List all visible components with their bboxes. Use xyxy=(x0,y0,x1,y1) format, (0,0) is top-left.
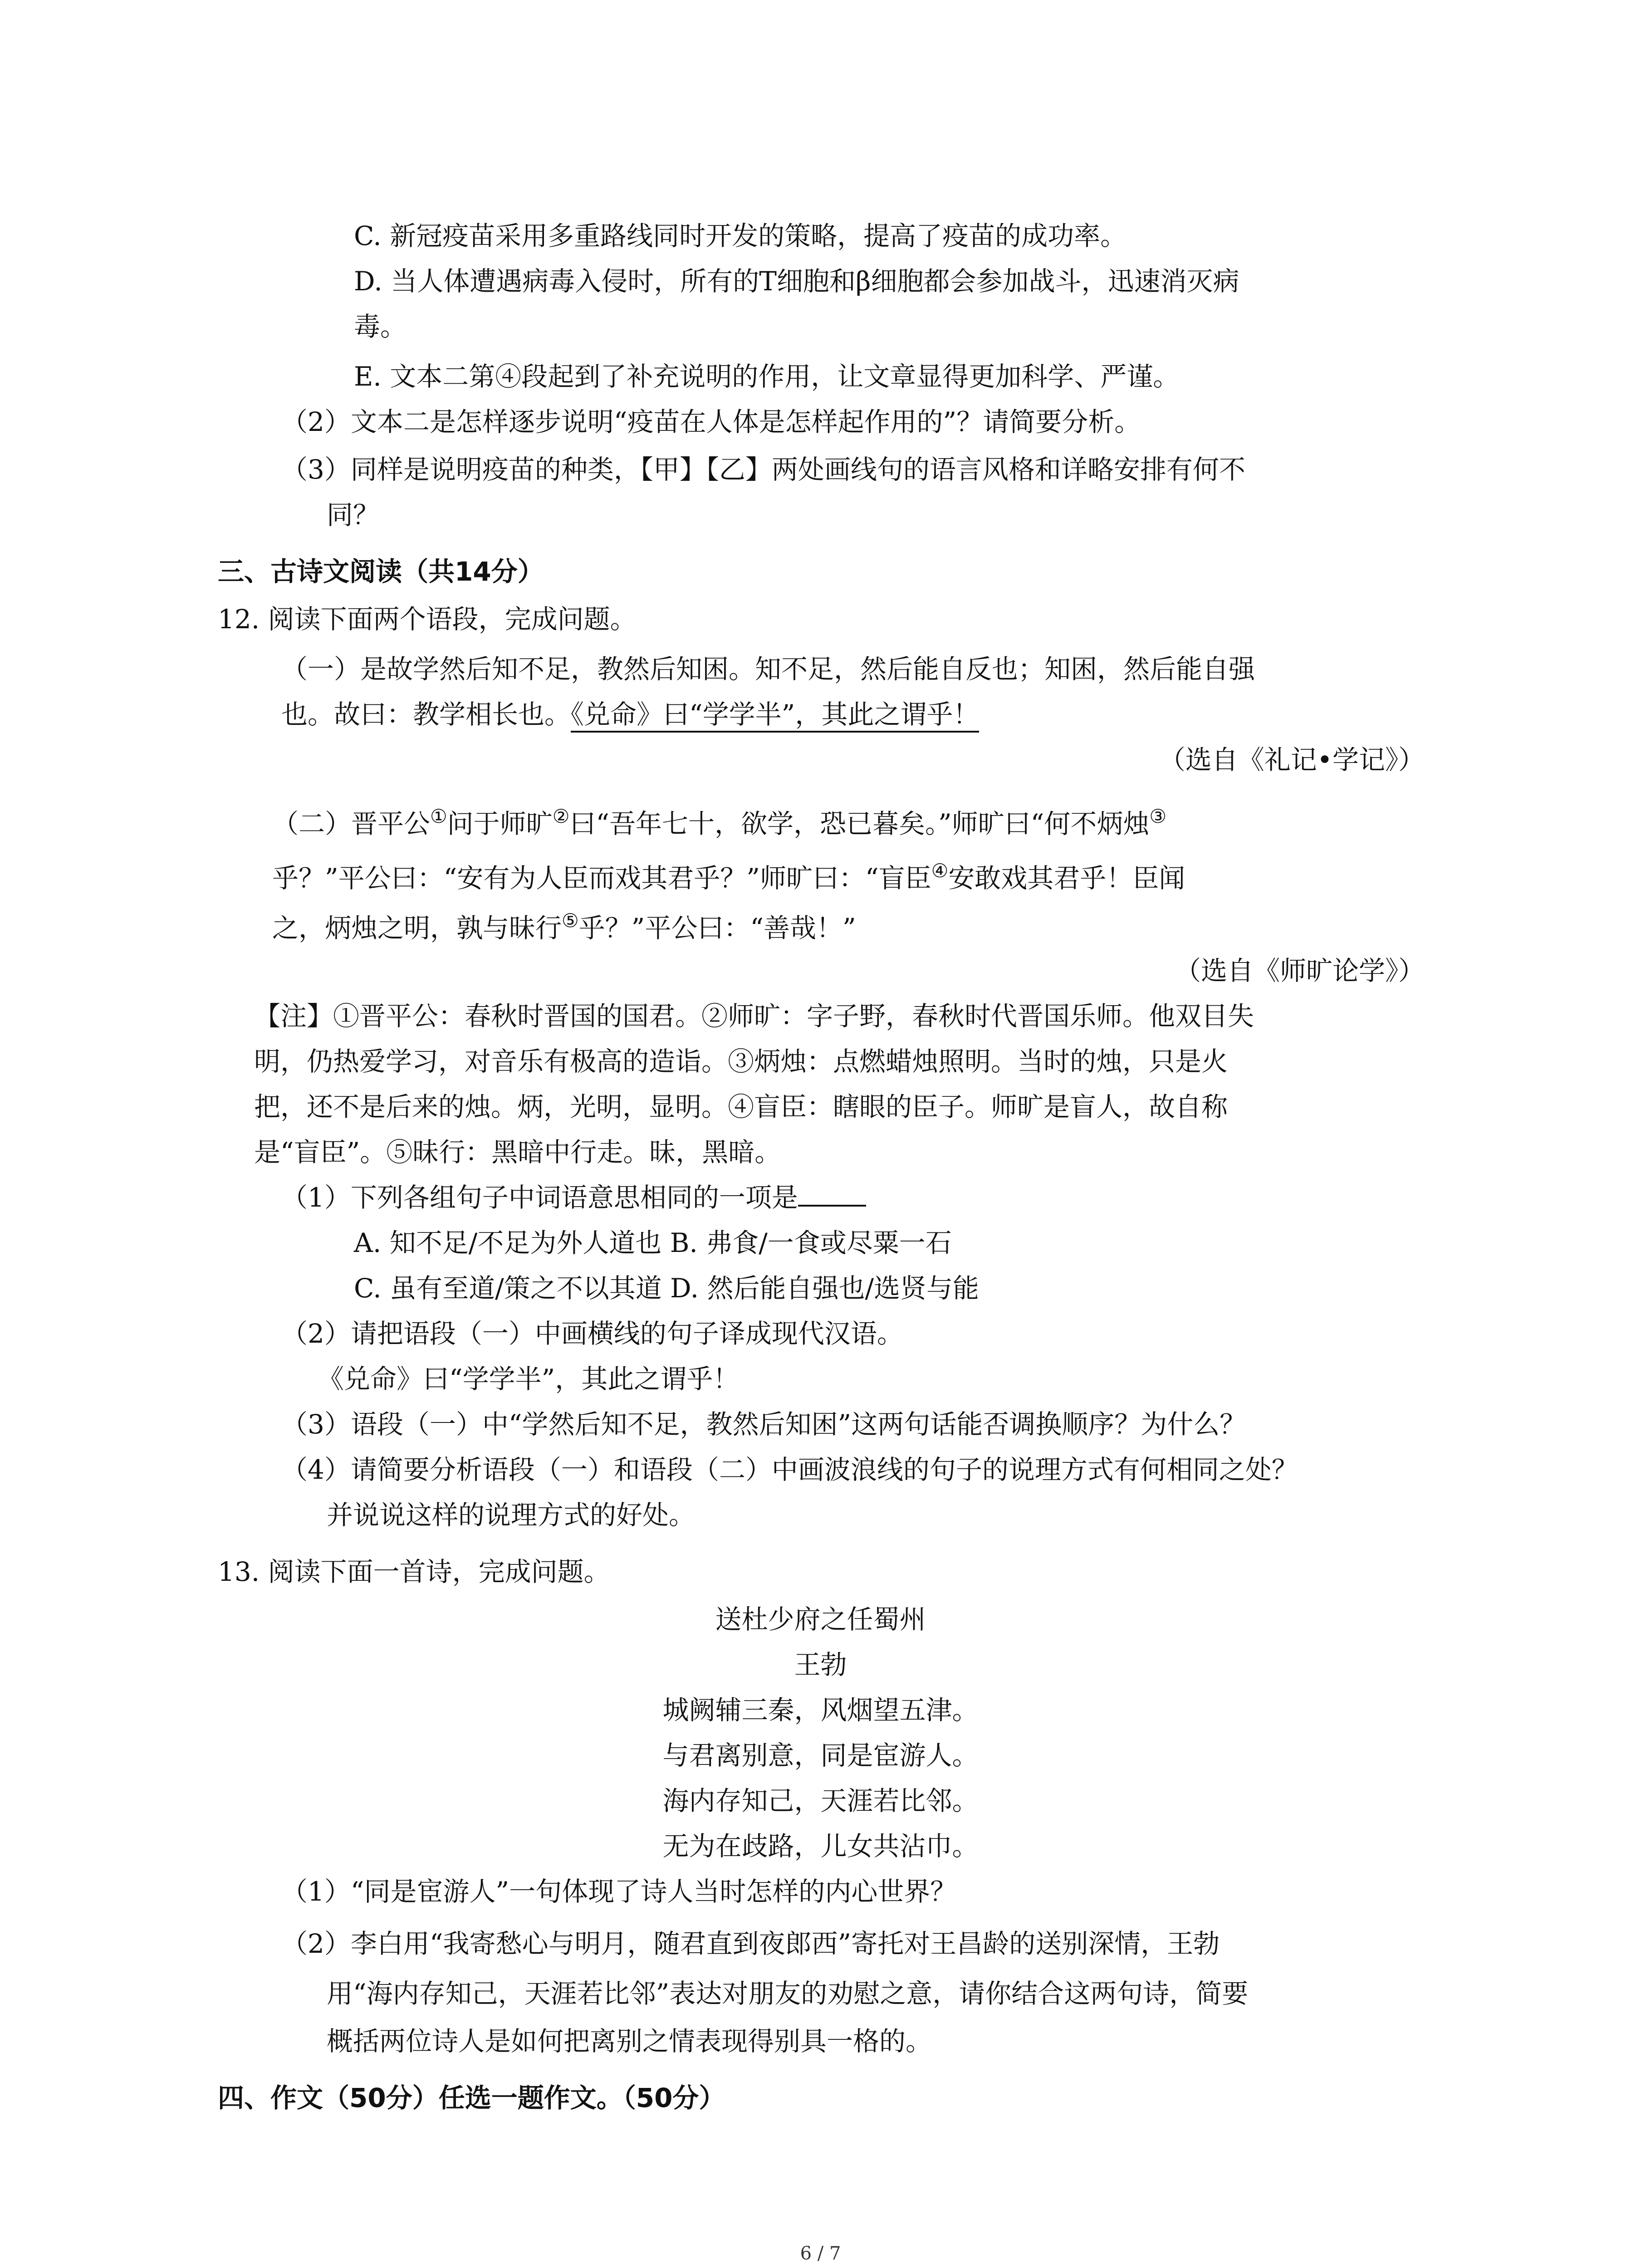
notes-line4: 是“盲臣”。⑤昧行：黑暗中行走。昧，黑暗。 xyxy=(254,1137,781,1168)
q12-sub3: （3）语段（一）中“学然后知不足，教然后知困”这两句话能否调换顺序？为什么？ xyxy=(281,1409,1246,1440)
q13-sub2-line1: （2）李白用“我寄愁心与明月，随君直到夜郎西”寄托对王昌龄的送别深情，王勃 xyxy=(281,1928,1220,1959)
question-2: （2）文本二是怎样逐步说明“疫苗在人体是怎样起作用的”？请简要分析。 xyxy=(281,406,1141,437)
q12-sub1-text: （1）下列各组句子中词语意思相同的一项是 xyxy=(281,1182,798,1213)
question-3-line1: （3）同样是说明疫苗的种类，【甲】【乙】两处画线句的语言风格和详略安排有何不 xyxy=(281,454,1245,485)
q12-sub4-line1: （4）请简要分析语段（一）和语段（二）中画波浪线的句子的说理方式有何相同之处？ xyxy=(281,1454,1298,1485)
section-4-heading: 四、作文（50分）任选一题作文。（50分） xyxy=(218,2082,725,2113)
q12-stem: 12. 阅读下面两个语段，完成问题。 xyxy=(218,604,637,635)
passage2-text: 安敢戏其君乎！臣闻 xyxy=(948,863,1185,894)
source-1: （选自《礼记•学记》） xyxy=(1159,744,1425,775)
notes-line3: 把，还不是后来的烛。炳，光明，显明。④盲臣：瞎眼的臣子。师旷是盲人，故自称 xyxy=(254,1091,1228,1122)
q12-sub2: （2）请把语段（一）中画横线的句子译成现代汉语。 xyxy=(281,1318,903,1349)
passage2-line2 xyxy=(272,853,1185,896)
section-3-heading: 三、古诗文阅读（共14分） xyxy=(218,556,544,587)
poem-author: 王勃 xyxy=(794,1649,847,1680)
q13-sub1: （1）“同是宦游人”一句体现了诗人当时怎样的内心世界？ xyxy=(281,1876,957,1907)
note-marker-5: ⑤ xyxy=(562,909,579,932)
passage2-line3 xyxy=(272,903,856,946)
q12-sub1-options-ab: A. 知不足/不足为外人道也 B. 弗食/一食或尽粟一石 xyxy=(354,1227,952,1258)
passage1-line1: （一）是故学然后知不足，教然后知困。知不足，然后能自反也；知困，然后能自强 xyxy=(281,654,1255,684)
option-d-line1: D. 当人体遭遇病毒入侵时，所有的T细胞和β细胞都会参加战斗，迅速消灭病 xyxy=(354,266,1239,297)
passage1-plain: 也。故曰：教学相长也。 xyxy=(281,699,571,730)
poem-line-1: 城阙辅三秦，风烟望五津。 xyxy=(662,1695,979,1725)
poem-line-2: 与君离别意，同是宦游人。 xyxy=(662,1740,979,1771)
notes-line1: 【注】①晋平公：春秋时晋国的国君。②师旷：字子野，春秋时代晋国乐师。他双目失 xyxy=(254,1001,1254,1031)
passage2-text: 问于师旷 xyxy=(447,808,553,839)
passage2-text: 曰“吾年七十，欲学，恐已暮矣。”师旷曰“何不炳烛 xyxy=(569,808,1150,839)
option-d-line2: 毒。 xyxy=(354,311,407,342)
page-number: 6 / 7 xyxy=(800,2243,841,2264)
note-marker-4: ④ xyxy=(931,860,949,882)
q13-stem: 13. 阅读下面一首诗，完成问题。 xyxy=(218,1556,610,1587)
note-marker-3: ③ xyxy=(1149,805,1166,827)
passage2-line1 xyxy=(272,798,1166,842)
source-2: （选自《师旷论学》） xyxy=(1174,955,1425,986)
note-marker-2: ② xyxy=(552,805,570,827)
poem-line-4: 无为在歧路，儿女共沾巾。 xyxy=(662,1831,979,1862)
q13-sub2-line2: 用“海内存知己，天涯若比邻”表达对朋友的劝慰之意，请你结合这两句诗，简要 xyxy=(327,1978,1249,2009)
passage2-text: （二）晋平公 xyxy=(272,808,431,839)
passage1-line2 xyxy=(281,696,979,733)
q12-sub2-quote: 《兑命》曰“学学半”，其此之谓乎！ xyxy=(318,1364,740,1394)
question-3-line2: 同？ xyxy=(327,499,380,530)
option-c: C. 新冠疫苗采用多重路线同时开发的策略，提高了疫苗的成功率。 xyxy=(354,220,1127,251)
q12-sub1 xyxy=(281,1179,866,1216)
passage2-text: 之，炳烛之明，孰与昧行 xyxy=(272,913,562,943)
option-e: E. 文本二第④段起到了补充说明的作用，让文章显得更加科学、严谨。 xyxy=(354,361,1180,392)
q13-sub2-line3: 概括两位诗人是如何把离别之情表现得别具一格的。 xyxy=(327,2026,932,2057)
answer-blank[interactable] xyxy=(798,1182,866,1207)
q12-sub1-options-cd: C. 虽有至道/策之不以其道 D. 然后能自强也/选贤与能 xyxy=(354,1273,980,1304)
q12-sub4-line2: 并说说这样的说理方式的好处。 xyxy=(327,1500,696,1530)
poem-line-3: 海内存知己，天涯若比邻。 xyxy=(662,1785,979,1816)
passage1-underlined-sentence: 《兑命》曰“学学半”，其此之谓乎！ xyxy=(571,699,979,733)
notes-line2: 明，仍热爱学习，对音乐有极高的造诣。③炳烛：点燃蜡烛照明。当时的烛，只是火 xyxy=(254,1046,1228,1077)
passage2-text: 乎？”平公曰：“善哉！” xyxy=(578,913,856,943)
passage2-text: 乎？”平公曰：“安有为人臣而戏其君乎？”师旷曰：“盲臣 xyxy=(272,863,931,894)
poem-title: 送杜少府之任蜀州 xyxy=(715,1604,926,1635)
note-marker-1: ① xyxy=(430,805,447,827)
